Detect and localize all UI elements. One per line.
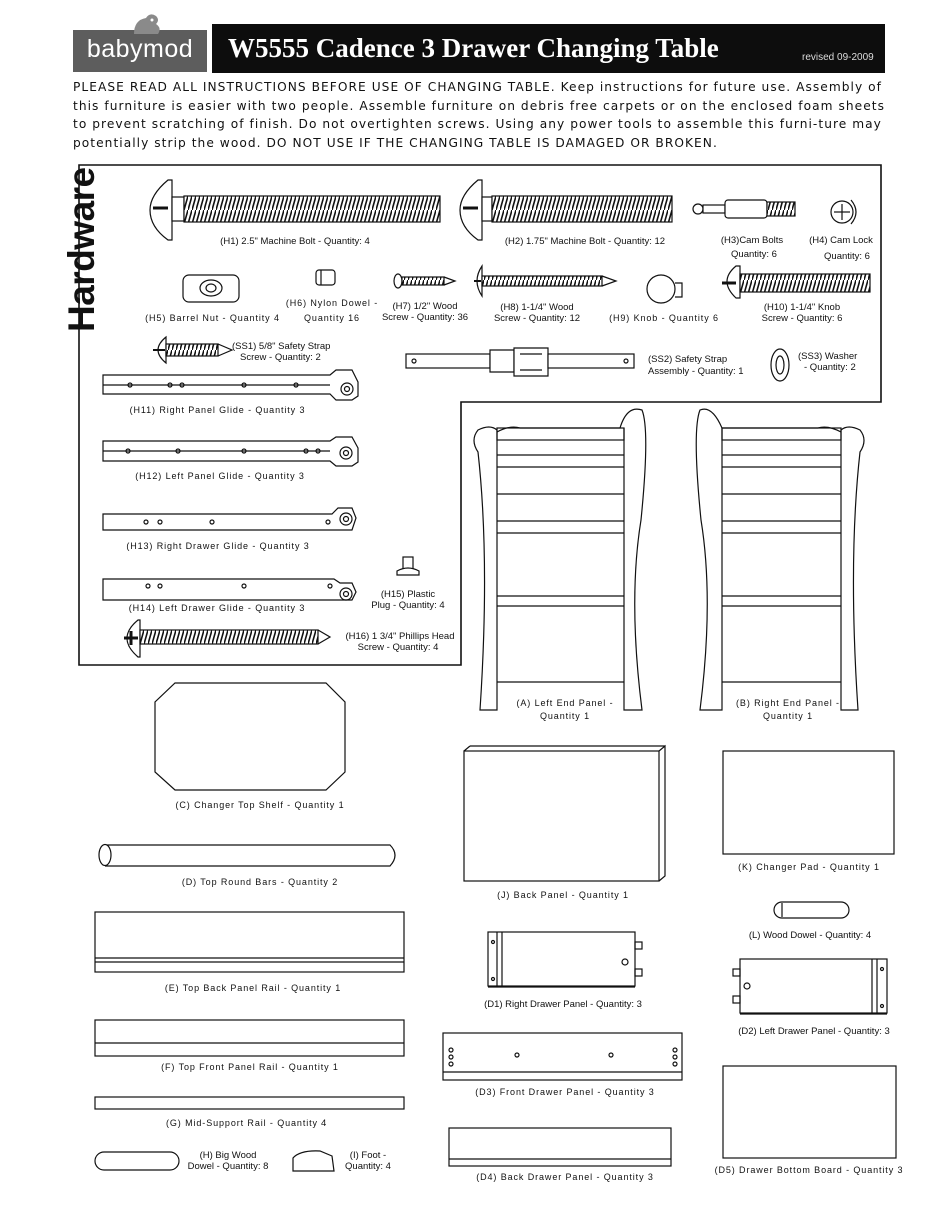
- h16-phillips-screw-icon: [124, 620, 330, 657]
- label-h2: (H2) 1.75" Machine Bolt - Quantity: 12: [504, 236, 666, 247]
- label-part-a-line1: (A) Left End Panel -: [516, 698, 614, 708]
- ss3-washer-icon: [771, 349, 789, 381]
- label-h14: (H14) Left Drawer Glide - Quantity 3: [128, 603, 306, 613]
- part-d3-front-drawer-panel-drawing: [443, 1033, 682, 1080]
- h9-knob-icon: [647, 275, 682, 303]
- label-h6-line1: (H6) Nylon Dowel -: [285, 298, 379, 308]
- h5-barrel-nut-icon: [183, 275, 239, 302]
- part-d5-drawer-bottom-board-drawing: [723, 1066, 896, 1158]
- intro-instructions: PLEASE READ ALL INSTRUCTIONS BEFORE USE OF CHANGING TABLE. Keep instructions for future use. Assembly of this furniture is easier with two people. Assemble furniture on debris free carpets or on the enclosed foam sheets to prevent scratching of finish. Do not overtighten screws. Using any power tools to assemble this furni-ture may potentially strip the wood. DO NOT USE IF THE CHANGING TABLE IS DAMAGED OR BROKEN.: [73, 80, 885, 150]
- h12-left-panel-glide-icon: [103, 437, 358, 466]
- label-h15-line1: (H15) Plastic: [380, 589, 436, 600]
- label-h1: (H1) 2.5" Machine Bolt - Quantity: 4: [220, 236, 370, 247]
- label-part-d1: (D1) Right Drawer Panel - Quantity: 3: [484, 999, 642, 1010]
- h2-machine-bolt-icon: [460, 180, 672, 240]
- label-ss2-line1: (SS2) Safety Strap: [648, 354, 728, 365]
- h15-plastic-plug-icon: [397, 557, 419, 575]
- label-h4-line1: (H4) Cam Lock: [809, 235, 873, 246]
- label-part-i-line2: Quantity: 4: [345, 1161, 391, 1172]
- h10-knob-screw-icon: [722, 266, 870, 298]
- label-ss3-line2: - Quantity: 2: [804, 362, 856, 373]
- label-h5: (H5) Barrel Nut - Quantity 4: [145, 313, 280, 323]
- label-part-c: (C) Changer Top Shelf - Quantity 1: [175, 800, 345, 810]
- h13-right-drawer-glide-icon: [103, 508, 356, 530]
- part-d-top-round-bars-drawing: [99, 845, 395, 867]
- label-ss3-line1: (SS3) Washer: [798, 351, 858, 362]
- label-h10-line1: (H10) 1-1/4" Knob: [763, 302, 841, 313]
- label-h13: (H13) Right Drawer Glide - Quantity 3: [126, 541, 310, 551]
- ss2-safety-strap-assembly-icon: [406, 348, 634, 376]
- label-h16-line1: (H16) 1 3/4" Phillips Head: [345, 631, 455, 642]
- h7-wood-screw-icon: [394, 274, 455, 288]
- label-h9: (H9) Knob - Quantity 6: [609, 313, 719, 323]
- part-b-right-end-panel-drawing: [696, 409, 864, 710]
- label-h3-line1: (H3)Cam Bolts: [720, 235, 784, 246]
- part-j-back-panel-drawing: [464, 746, 665, 881]
- part-k-changer-pad-drawing: [723, 751, 894, 854]
- label-part-i-line1: (I) Foot -: [349, 1150, 387, 1161]
- hardware-heading: Hardware: [61, 167, 102, 332]
- label-h8-line2: Screw - Quantity: 12: [493, 313, 581, 324]
- ss1-safety-strap-screw-icon: [153, 337, 232, 363]
- h6-nylon-dowel-icon: [316, 270, 335, 285]
- part-d4-back-drawer-panel-drawing: [449, 1128, 671, 1166]
- part-a-left-end-panel-drawing: [474, 409, 646, 710]
- label-part-g: (G) Mid-Support Rail - Quantity: [166, 1118, 318, 1128]
- label-part-k: (K) Changer Pad - Quantity 1: [738, 862, 880, 872]
- label-h8-line1: (H8) 1-1/4" Wood: [500, 302, 574, 313]
- part-g-mid-support-rail-drawing: [95, 1097, 404, 1109]
- label-h7-line1: (H7) 1/2" Wood: [392, 301, 458, 312]
- logo-text: babymod: [86, 35, 194, 63]
- h14-left-drawer-glide-icon: [103, 579, 356, 600]
- label-h7-line2: Screw - Quantity: 36: [381, 312, 469, 323]
- label-h6-line2: Quantity 16: [304, 313, 360, 323]
- label-h11: (H11) Right Panel Glide - Quantity 3: [129, 405, 306, 415]
- label-part-f: (F) Top Front Panel Rail - Quantity 1: [161, 1062, 339, 1072]
- part-l-wood-dowel-drawing: [774, 902, 849, 918]
- h3-cam-bolt-icon: [693, 200, 795, 218]
- part-e-top-back-panel-rail-drawing: [95, 912, 404, 972]
- label-part-j: (J) Back Panel - Quantity 1: [497, 890, 629, 900]
- h1-machine-bolt-icon: [150, 180, 440, 240]
- part-d1-right-drawer-panel-drawing: [488, 932, 642, 987]
- label-h3-line2: Quantity: 6: [731, 249, 777, 260]
- label-part-d3: (D3) Front Drawer Panel - Quantity 3: [475, 1087, 655, 1097]
- label-part-l: (L) Wood Dowel - Quantity: 4: [748, 930, 872, 941]
- h8-wood-screw-icon: [474, 266, 616, 296]
- label-ss1-line2: Screw - Quantity: 2: [240, 352, 321, 363]
- label-part-b-line2: Quantity 1: [762, 711, 814, 721]
- label-part-d4: (D4) Back Drawer Panel - Quantity 3: [476, 1172, 654, 1182]
- h4-cam-lock-icon: [831, 200, 856, 224]
- part-f-top-front-panel-rail-drawing: [95, 1020, 404, 1056]
- part-i-foot-drawing: [293, 1151, 334, 1171]
- label-h4-line2: Quantity: 6: [824, 251, 870, 262]
- label-h16-line2: Screw - Quantity: 4: [357, 642, 439, 653]
- page-title: W5555 Cadence 3 Drawer Changing Table: [228, 33, 719, 63]
- label-h12: (H12) Left Panel Glide - Quantity 3: [135, 471, 305, 481]
- label-h10-line2: Screw - Quantity: 6: [761, 313, 843, 324]
- label-ss1-line1: (SS1) 5/8" Safety Strap: [232, 341, 331, 352]
- label-h15-line2: Plug - Quantity: 4: [371, 600, 445, 611]
- part-c-changer-top-shelf-drawing: [155, 683, 345, 790]
- label-part-g-quantity: 4: [321, 1118, 327, 1129]
- label-part-b-line1: (B) Right End Panel -: [736, 698, 840, 708]
- part-h-big-wood-dowel-drawing: [95, 1152, 179, 1170]
- label-part-h-line2: Dowel - Quantity: 8: [187, 1161, 269, 1172]
- label-part-e: (E) Top Back Panel Rail - Quantity 1: [164, 983, 342, 993]
- label-part-d2: (D2) Left Drawer Panel - Quantity: 3: [738, 1026, 890, 1037]
- label-part-h-line1: (H) Big Wood: [199, 1150, 257, 1161]
- label-part-d: (D) Top Round Bars - Quantity 2: [181, 877, 339, 887]
- revision-date: revised 09-2009: [802, 52, 874, 63]
- label-ss2-line2: Assembly - Quantity: 1: [648, 366, 744, 377]
- label-part-d5: (D5) Drawer Bottom Board - Quantity 3: [714, 1165, 904, 1175]
- label-part-a-line2: Quantity 1: [539, 711, 591, 721]
- h11-right-panel-glide-icon: [103, 370, 358, 400]
- part-d2-left-drawer-panel-drawing: [733, 959, 887, 1014]
